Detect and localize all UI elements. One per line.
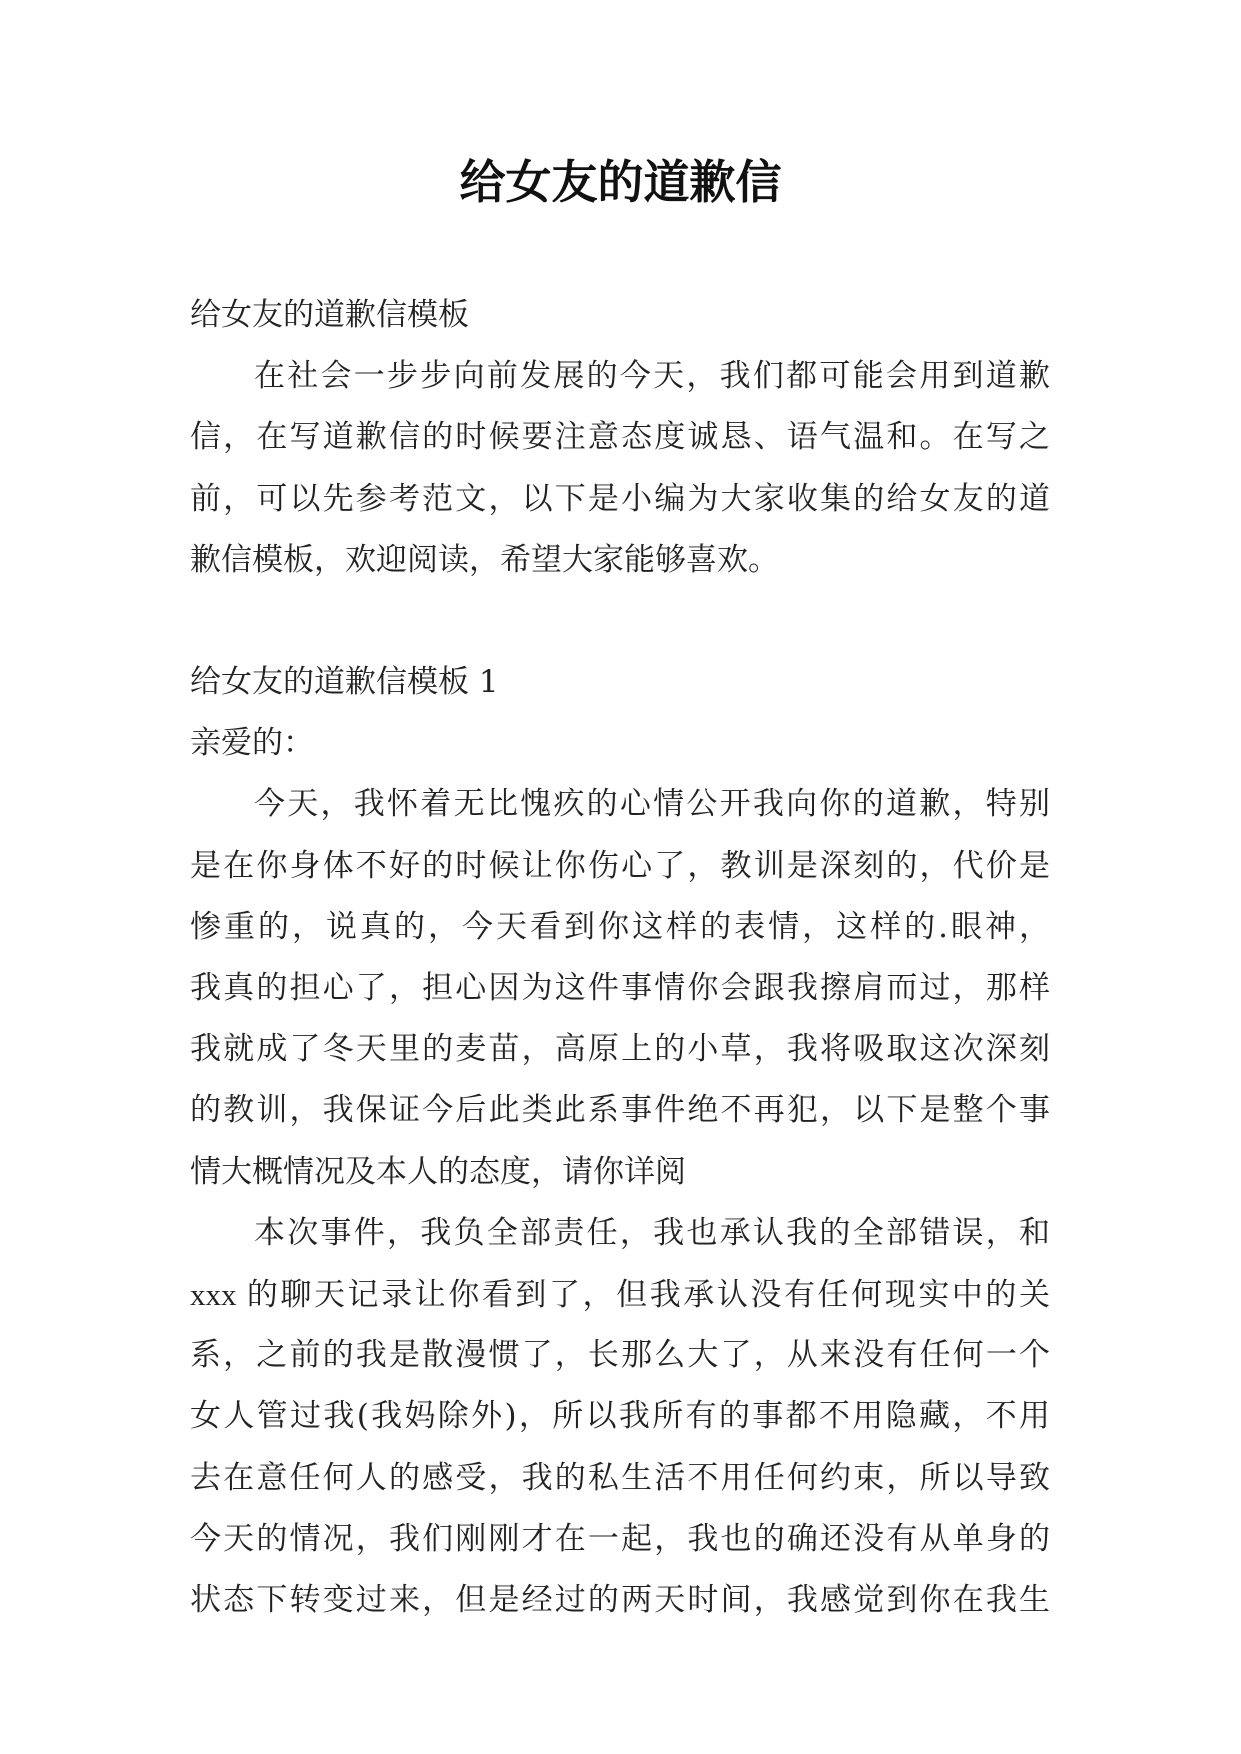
paragraph-line: 今天的情况，我们刚刚才在一起，我也的确还没有从单身的 [190,1520,1050,1557]
paragraph-line: 的教训，我保证今后此类此系事件绝不再犯，以下是整个事 [190,1092,1050,1129]
paragraph-line: 惨重的，说真的，今天看到你这样的表情，这样的.眼神， [190,908,1050,945]
paragraph-line: 情大概情况及本人的态度，请你详阅 [190,1153,686,1190]
paragraph-line: 是在你身体不好的时候让你伤心了，教训是深刻的，代价是 [190,847,1050,884]
salutation: 亲爱的： [190,725,314,762]
intro-paragraph [190,346,1050,591]
paragraph-line: 今天，我怀着无比愧疚的心情公开我向你的道歉，特别 [254,786,1050,823]
intro-line: 信，在写道歉信的时候要注意态度诚恳、语气温和。在写之 [190,419,1050,456]
paragraph-line: 我就成了冬天里的麦苗，高原上的小草，我将吸取这次深刻 [190,1031,1050,1068]
intro-heading: 给女友的道歉信模板 [190,297,469,333]
paragraph-2 [190,1203,1050,1631]
paragraph-line: xxx 的聊天记录让你看到了，但我承认没有任何现实中的关 [190,1277,1050,1313]
document-title: 给女友的道歉信 [459,155,782,209]
paragraph-line: 系，之前的我是散漫惯了，长那么大了，从来没有任何一个 [190,1337,1050,1374]
paragraph-line: 状态下转变过来，但是经过的两天时间，我感觉到你在我生 [190,1582,1050,1619]
intro-line: 歉信模板，欢迎阅读，希望大家能够喜欢。 [190,541,779,578]
document-body [190,285,1050,1631]
paragraph-1 [190,774,1050,1202]
section-spacer [190,591,1050,652]
paragraph-line: 女人管过我(我妈除外)，所以我所有的事都不用隐藏，不用 [190,1398,1050,1435]
paragraph-line: 本次事件，我负全部责任，我也承认我的全部错误，和 [254,1214,1050,1251]
paragraph-line: 我真的担心了，担心因为这件事情你会跟我擦肩而过，那样 [190,970,1050,1007]
paragraph-line: 去在意任何人的感受，我的私生活不用任何约束，所以导致 [190,1459,1050,1496]
intro-line: 前，可以先参考范文，以下是小编为大家收集的给女友的道 [190,480,1050,517]
intro-line: 在社会一步步向前发展的今天，我们都可能会用到道歉 [254,358,1050,395]
section1-heading: 给女友的道歉信模板 1 [190,664,499,701]
